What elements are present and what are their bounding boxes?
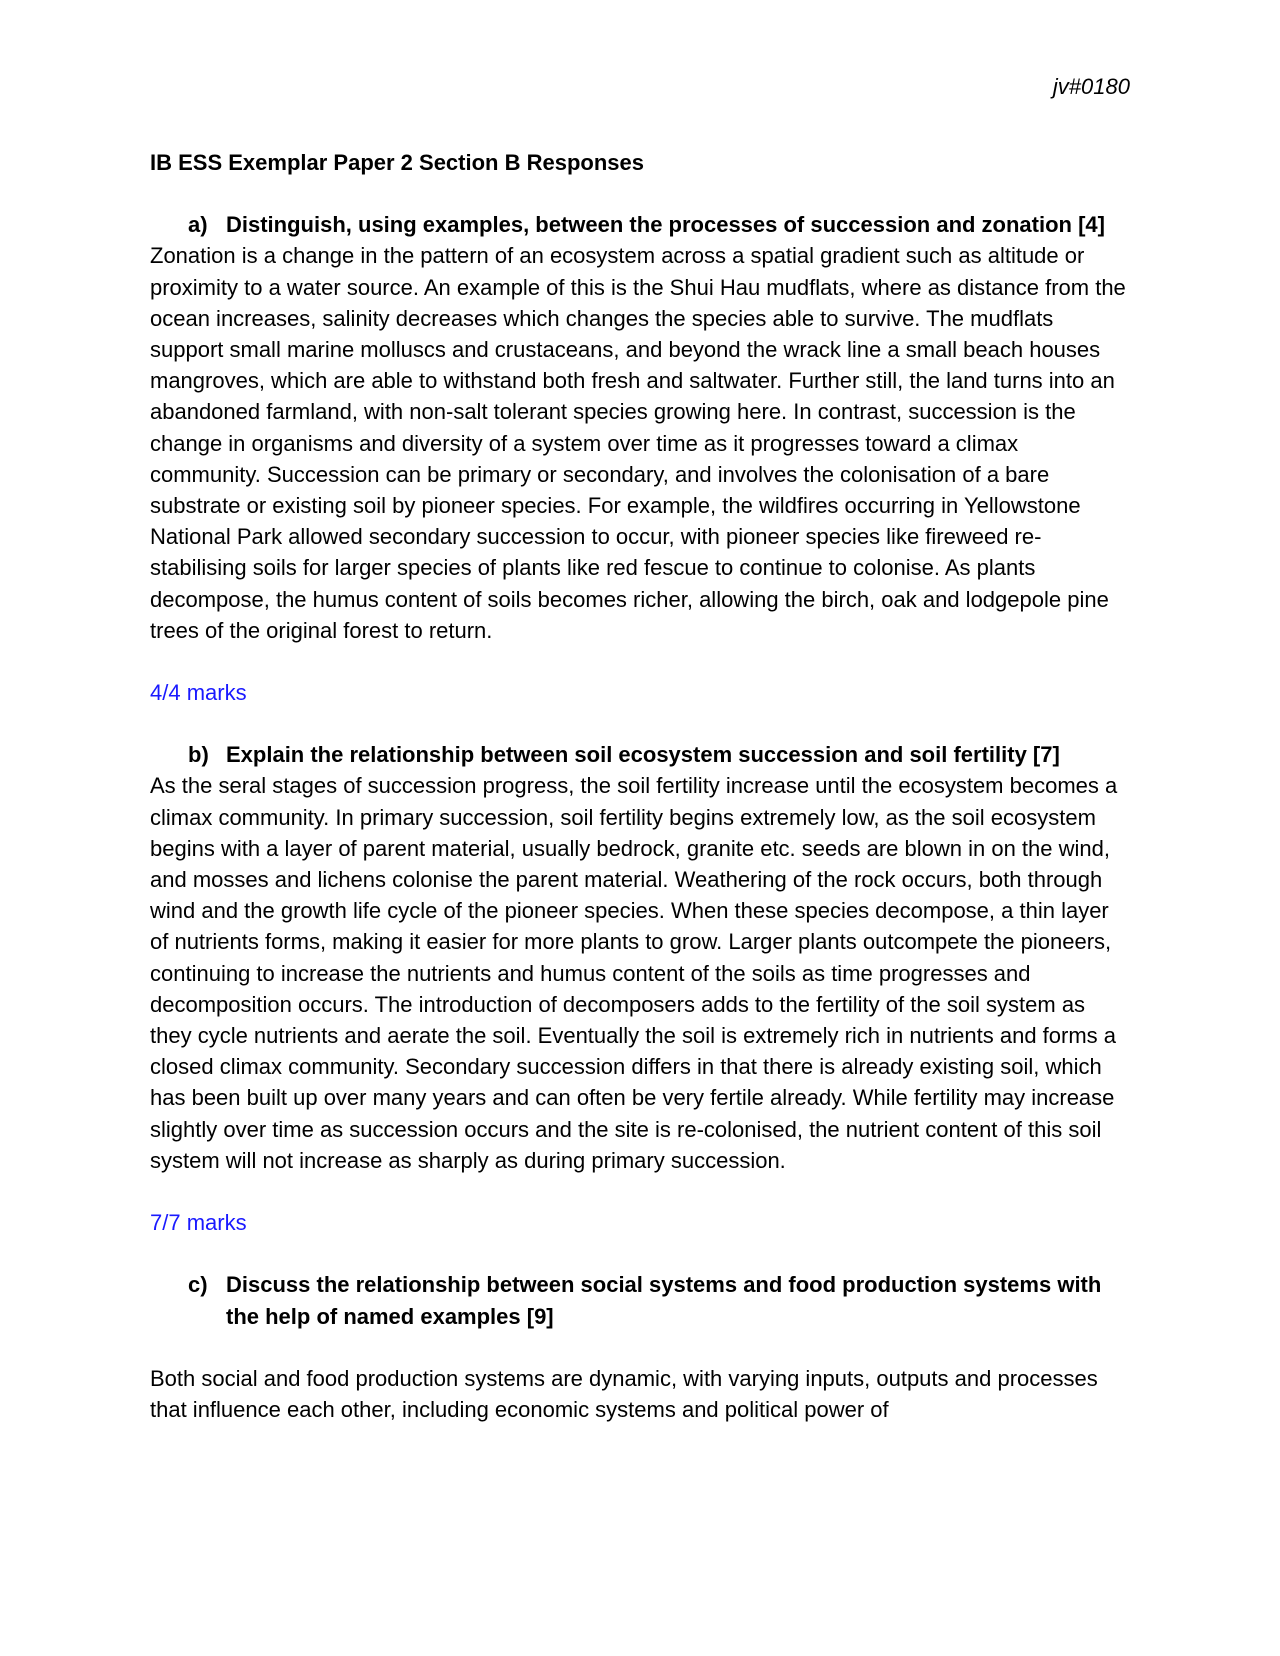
document-id: jv#0180 bbox=[1052, 74, 1130, 99]
question-text: Explain the relationship between soil ecosystem succession and soil fertility [7] bbox=[226, 742, 1060, 768]
question-prompt bbox=[150, 739, 1130, 770]
question-a bbox=[150, 209, 1130, 708]
question-c bbox=[150, 1269, 1130, 1425]
question-label: a) bbox=[188, 212, 208, 238]
marks-awarded: 7/7 marks bbox=[150, 1210, 247, 1236]
answer-text: Zonation is a change in the pattern of an ecosystem across a spatial gradient such as altitude or proximity to a water source. An example of this is the Shui Hau mudflats, where as distance from the ocean increases, salinity decreases which changes the species able to survive. The mudflats support small marine molluscs and crustaceans, and beyond the wrack line a small beach houses mangroves, which are able to withstand both fresh and saltwater. Further still, the land turns into an abandoned farmland, with non-salt tolerant species growing here. In contrast, succession is the change in organisms and diversity of a system over time as it progresses toward a climax community. Succession can be primary or secondary, and involves the colonisation of a bare substrate or existing soil by pioneer species. For example, the wildfires occurring in Yellowstone National Park allowed secondary succession to occur, with pioneer species like fireweed re-stabilising soils for larger species of plants like red fescue to continue to colonise. As plants decompose, the humus content of soils becomes richer, allowing the birch, oak and lodgepole pine trees of the original forest to return. bbox=[150, 243, 1126, 643]
question-prompt bbox=[150, 209, 1130, 240]
question-label: c) bbox=[188, 1272, 208, 1298]
question-text: Distinguish, using examples, between the processes of succession and zonation [4] bbox=[226, 212, 1105, 238]
marks-awarded: 4/4 marks bbox=[150, 680, 247, 706]
question-b bbox=[150, 739, 1130, 1238]
question-text: Discuss the relationship between social systems and food production systems with the help of named examples [9] bbox=[226, 1272, 1102, 1329]
document-body bbox=[150, 147, 1130, 1425]
question-prompt bbox=[150, 1269, 1130, 1331]
answer-text: Both social and food production systems are dynamic, with varying inputs, outputs and processes that influence each other, including economic systems and political power of bbox=[150, 1365, 1098, 1422]
document-title: IB ESS Exemplar Paper 2 Section B Responses bbox=[150, 150, 644, 175]
question-label: b) bbox=[188, 742, 209, 768]
answer-text: As the seral stages of succession progress, the soil fertility increase until the ecosystem becomes a climax community. In primary succession, soil fertility begins extremely low, as the soil ecosystem begins with a layer of parent material, usually bedrock, granite etc. seeds are blown in on the wind, and mosses and lichens colonise the parent material. Weathering of the rock occurs, both through wind and the growth life cycle of the pioneer species. When these species decompose, a thin layer of nutrients forms, making it easier for more plants to grow. Larger plants outcompete the pioneers, continuing to increase the nutrients and humus content of the soils as time progresses and decomposition occurs. The introduction of decomposers adds to the fertility of the soil system as they cycle nutrients and aerate the soil. Eventually the soil is extremely rich in nutrients and forms a closed climax community. Secondary succession differs in that there is already existing soil, which has been built up over many years and can often be very fertile already. While fertility may increase slightly over time as succession occurs and the site is re-colonised, the nutrient content of this soil system will not increase as sharply as during primary succession. bbox=[150, 773, 1118, 1173]
